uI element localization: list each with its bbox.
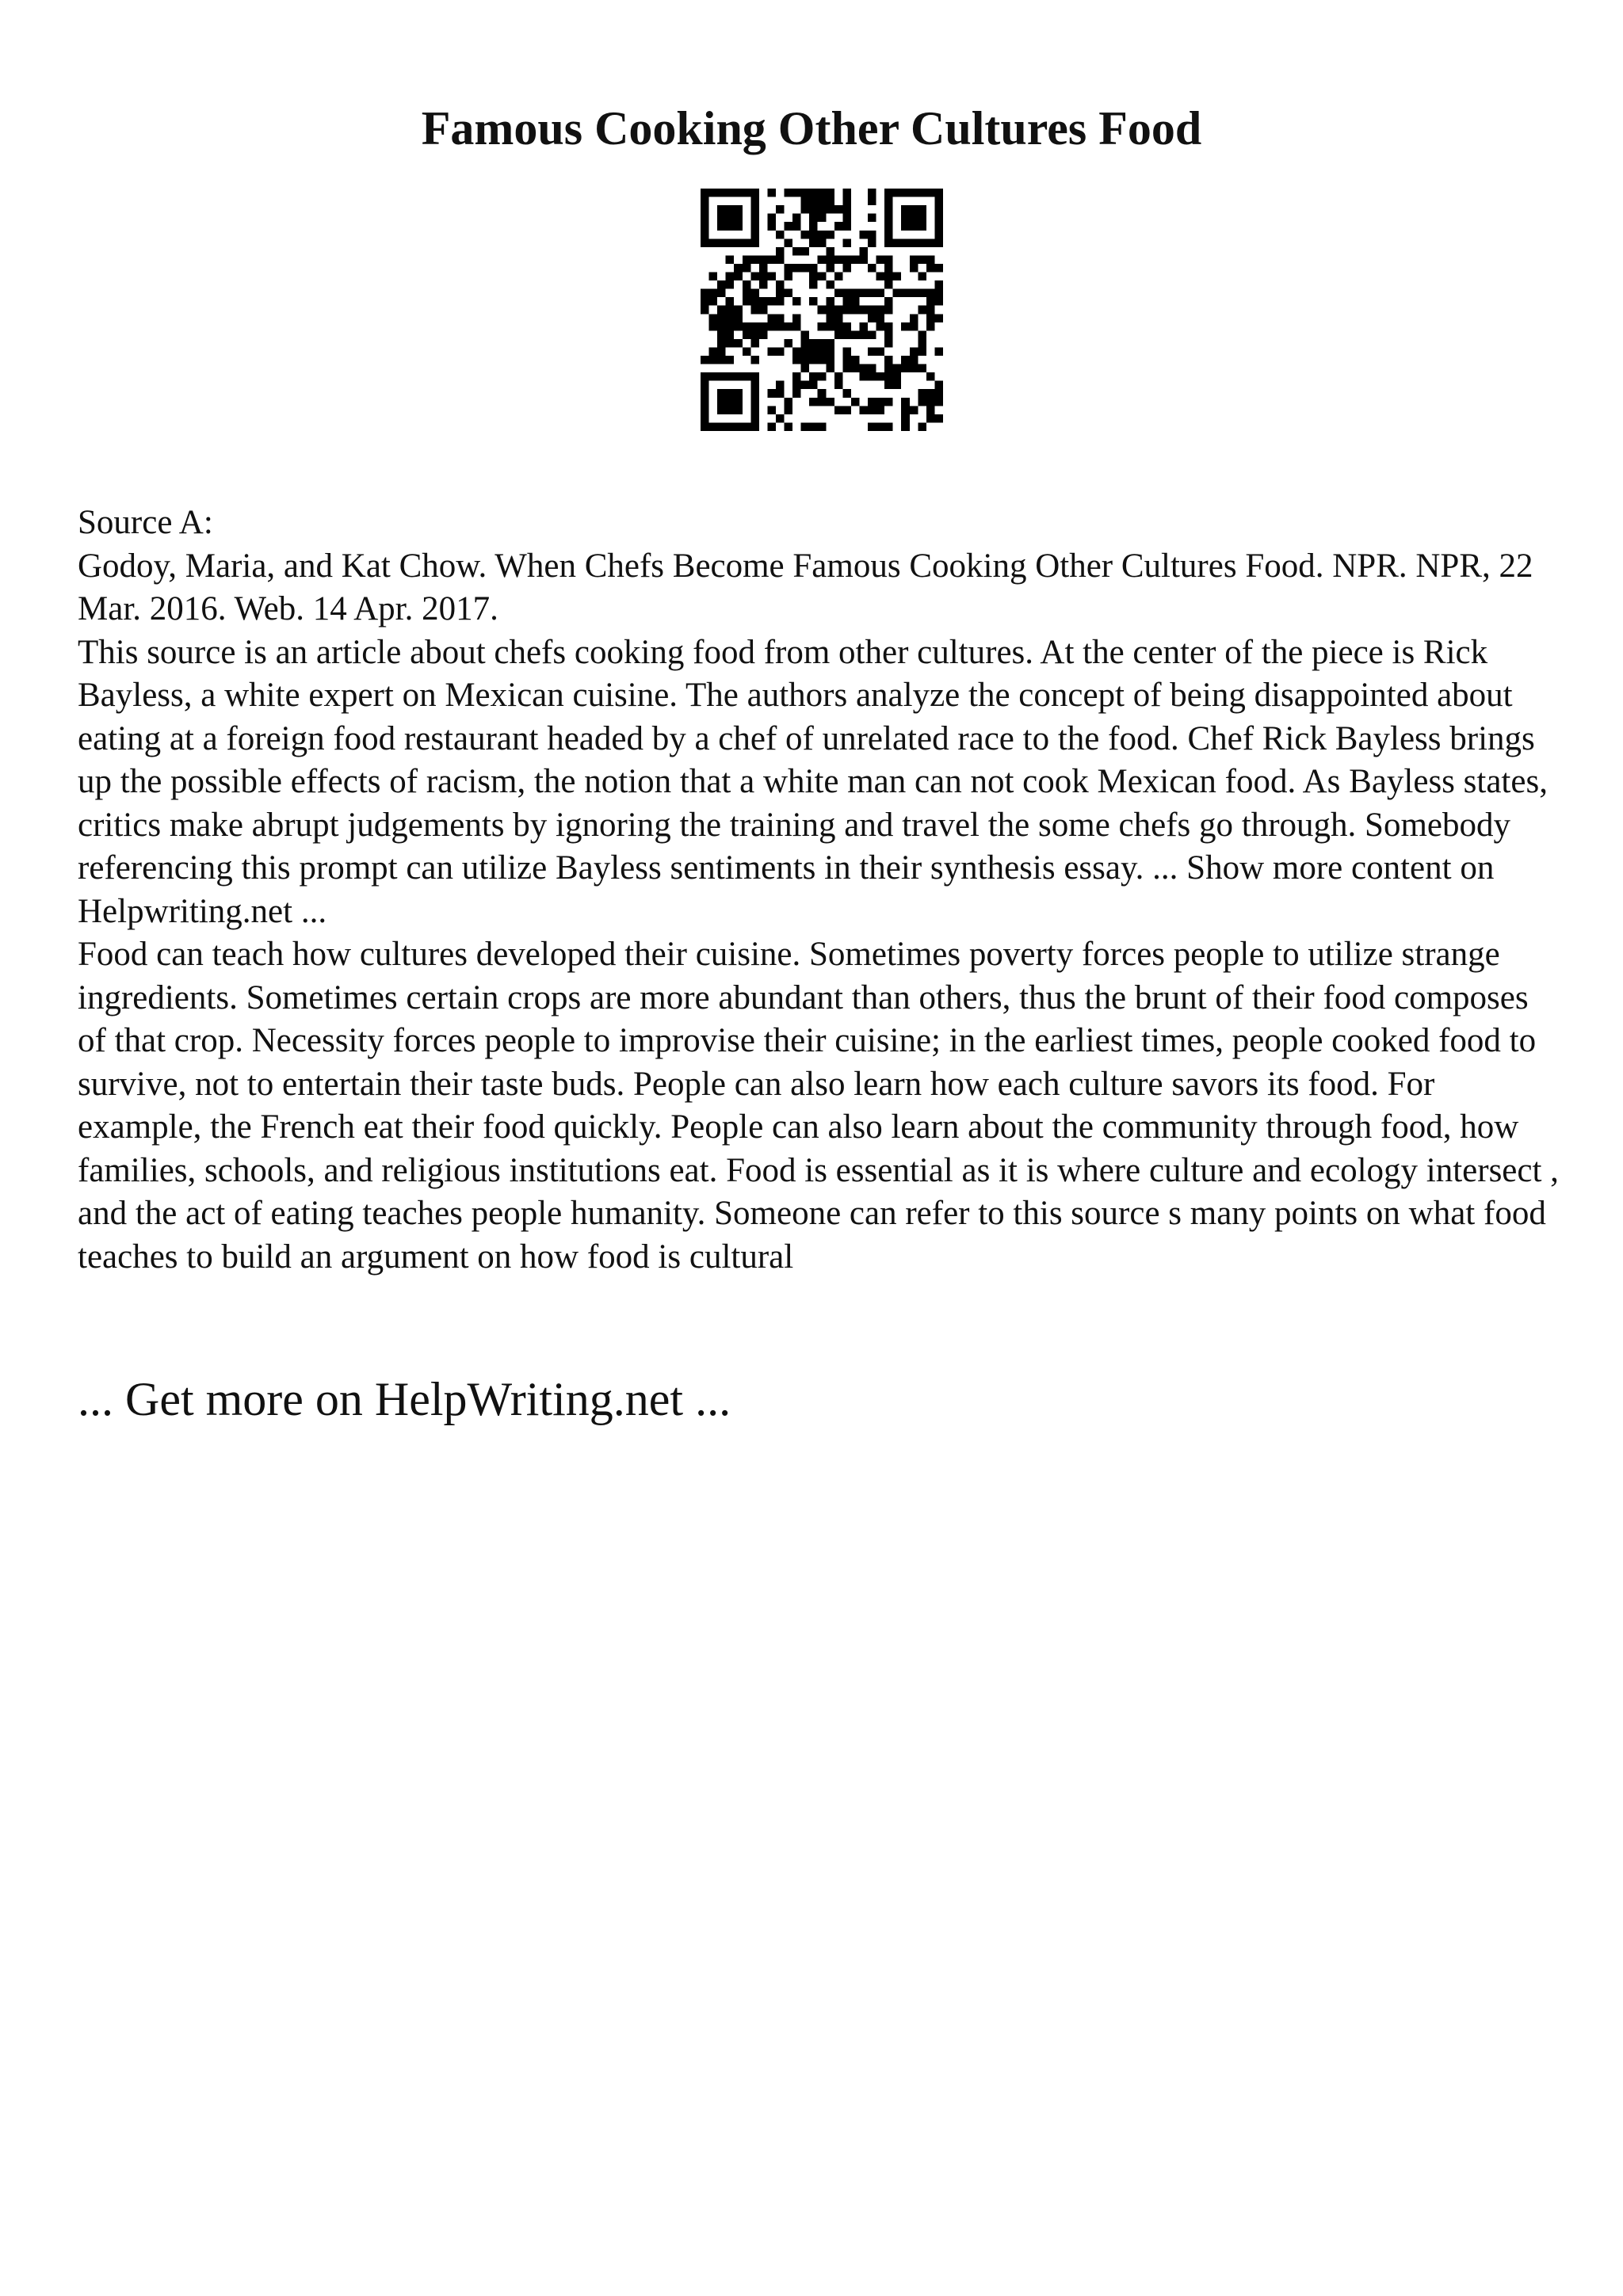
citation: Godoy, Maria, and Kat Chow. When Chefs Become Famous Cooking Other Cultures Food. NPR. NPR, 22 Mar. 2016. Web. 14 Apr. 2017.	[78, 547, 1533, 627]
get-more-link[interactable]: ... Get more on HelpWriting.net ...	[78, 1373, 731, 1425]
source-label: Source A:	[78, 504, 213, 541]
body-paragraph: Food can teach how cultures developed their cuisine. Sometimes poverty forces people to utilize strange ingredients. Sometimes certain crops are more abundant than others, thus the brunt of their food composes of that crop. Necessity forces people to improvise their cuisine; in the earliest times, people cooked food to survive, not to entertain their taste buds. People can also learn how each culture savors its food. For example, the French eat their food quickly. People can also learn about the community through food, how families, schools, and religious institutions eat. Food is essential as it is where culture and ecology intersect , and the act of eating teaches people humanity. Someone can refer to this source s many points on what food teaches to build an argument on how food is cultural	[78, 936, 1559, 1276]
page-title: Famous Cooking Other Cultures Food	[421, 102, 1202, 154]
document-body	[78, 502, 1560, 1279]
qr-code-icon	[701, 189, 943, 431]
summary-paragraph: This source is an article about chefs cooking food from other cultures. At the center of the piece is Rick Bayless, a white expert on Mexican cuisine. The authors analyze the concept of being disappointed about eating at a foreign food restaurant headed by a chef of unrelated race to the food. Chef Rick Bayless brings up the possible effects of racism, the notion that a white man can not cook Mexican food. As Bayless states, critics make abrupt judgements by ignoring the training and travel the some chefs go through. Somebody referencing this prompt can utilize Bayless sentiments in their synthesis essay. ... Show more content on Helpwriting.net ...	[78, 633, 1548, 930]
